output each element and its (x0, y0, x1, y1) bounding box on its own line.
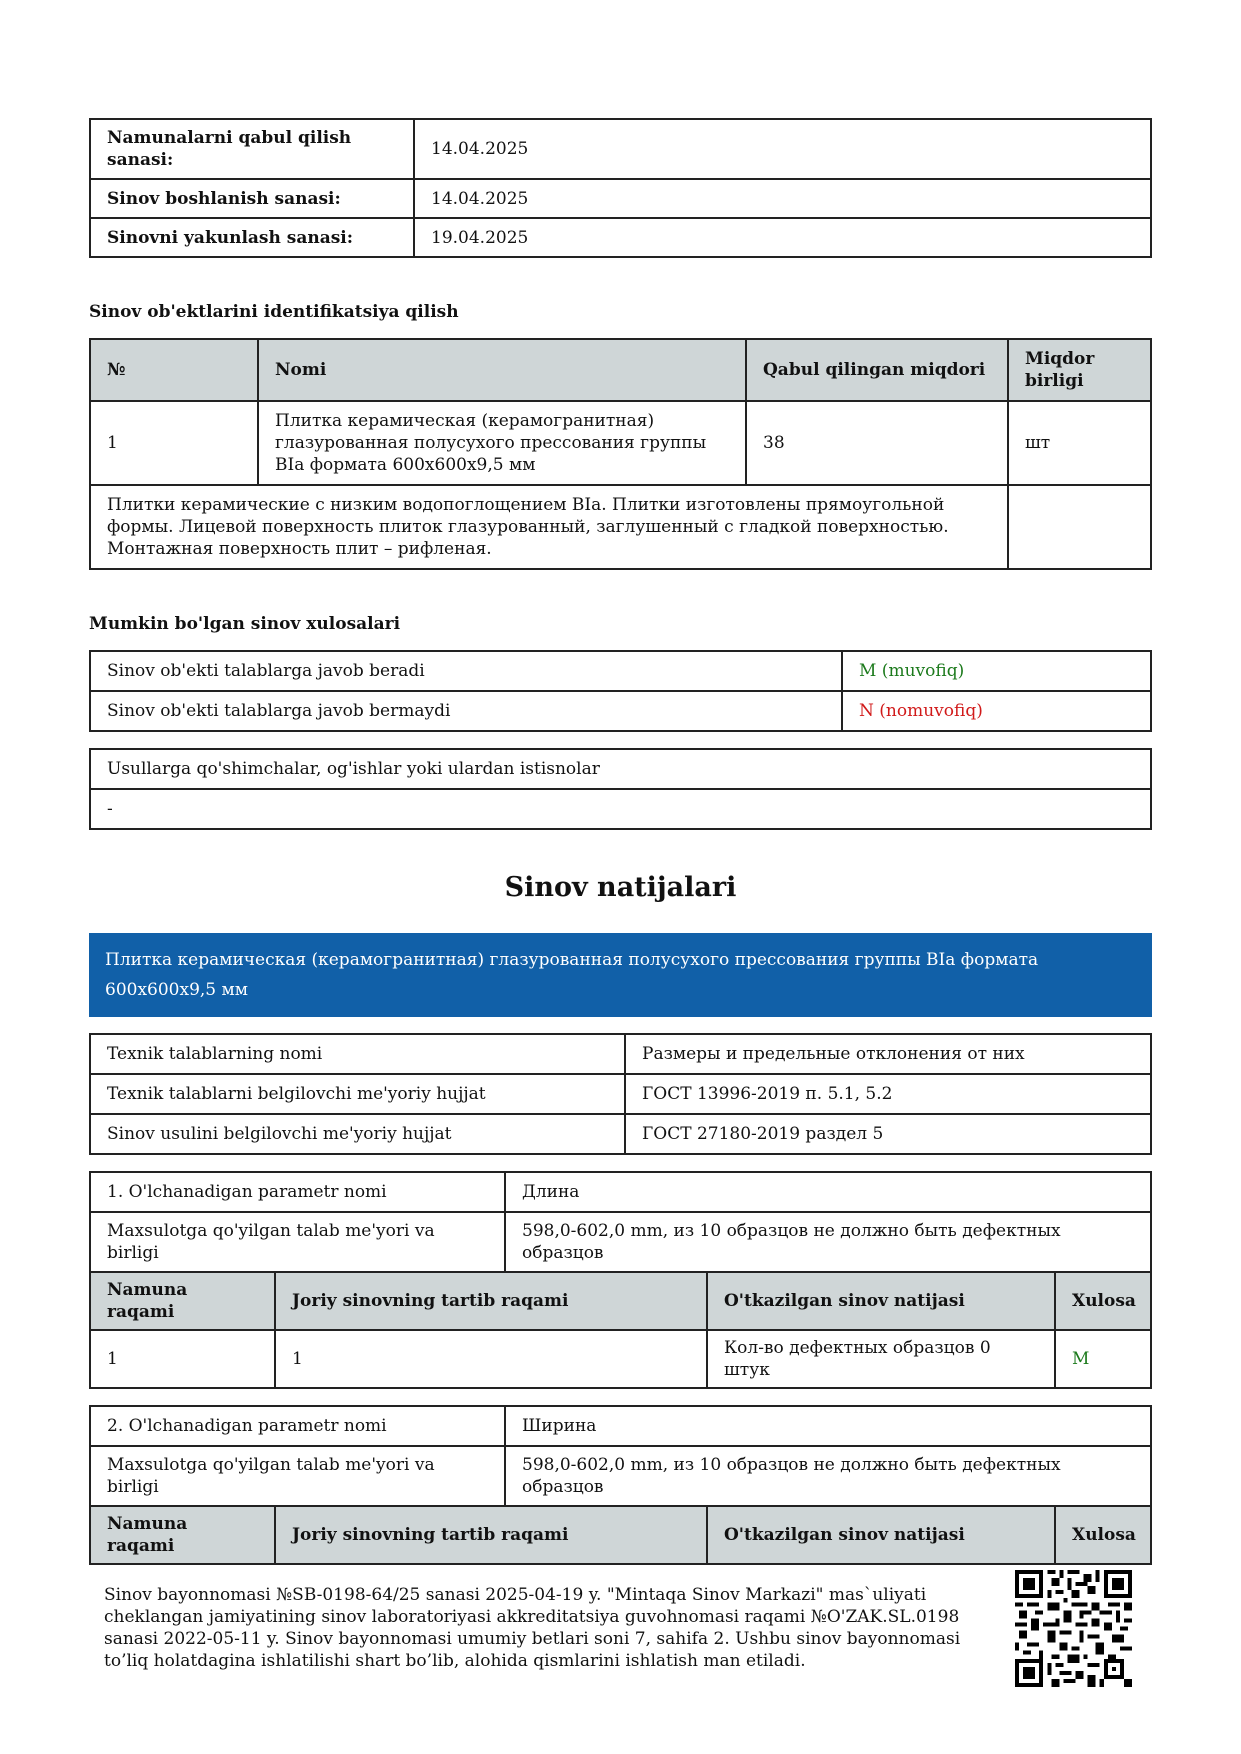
conclusion-badge: M (1055, 1330, 1151, 1388)
column-header: Qabul qilingan miqdori (746, 339, 1008, 401)
column-header: Xulosa (1055, 1272, 1151, 1330)
parameter-table-1 (89, 1171, 1152, 1389)
column-header: O'tkazilgan sinov natijasi (707, 1272, 1055, 1330)
date-value: 14.04.2025 (414, 119, 1151, 179)
table-row (90, 1034, 1151, 1074)
qr-code-icon (1015, 1570, 1132, 1687)
test-order-number: 1 (275, 1330, 707, 1388)
results-title: Sinov natijalari (504, 872, 737, 903)
test-result: Кол-во дефектных образцов 0 штук (707, 1330, 1055, 1388)
parameter-norm-label: Maxsulotga qo'yilgan talab me'yori va birligi (90, 1446, 505, 1506)
table-header-row (90, 339, 1151, 401)
table-row (90, 691, 1151, 731)
requirements-table (89, 1033, 1152, 1155)
parameter-table-2 (89, 1405, 1152, 1565)
qr-code-graphic (1015, 1570, 1132, 1687)
column-header: Nomi (258, 339, 746, 401)
table-row (90, 485, 1151, 569)
table-row (90, 179, 1151, 218)
table-header-row (90, 1272, 1151, 1330)
conclusion-label: Sinov ob'ekti talablarga javob bermaydi (90, 691, 842, 731)
parameter-name-value: Длина (505, 1172, 1151, 1212)
table-row (90, 1074, 1151, 1114)
requirement-label: Sinov usulini belgilovchi me'yoriy hujjat (90, 1114, 625, 1154)
deviations-value: - (90, 789, 1151, 829)
table-row (90, 1446, 1151, 1506)
table-row (90, 1114, 1151, 1154)
requirement-label: Texnik talablarning nomi (90, 1034, 625, 1074)
date-label: Sinov boshlanish sanasi: (90, 179, 414, 218)
conclusion-value-pass: M (muvofiq) (842, 651, 1151, 691)
column-header: Joriy sinovning tartib raqami (275, 1272, 707, 1330)
empty-cell (1008, 485, 1151, 569)
table-row (90, 401, 1151, 485)
column-header: Miqdor birligi (1008, 339, 1151, 401)
sample-number: 1 (90, 1330, 275, 1388)
table-header-row (90, 1506, 1151, 1564)
table-row (90, 1406, 1151, 1446)
column-header: O'tkazilgan sinov natijasi (707, 1506, 1055, 1564)
conclusion-label: Sinov ob'ekti talablarga javob beradi (90, 651, 842, 691)
parameter-name-value: Ширина (505, 1406, 1151, 1446)
column-header: Joriy sinovning tartib raqami (275, 1506, 707, 1564)
table-row (90, 789, 1151, 829)
date-label: Namunalarni qabul qilish sanasi: (90, 119, 414, 179)
table-row (90, 1330, 1151, 1388)
dates-table (89, 118, 1152, 258)
parameter-norm-value: 598,0-602,0 mm, из 10 образцов не должно быть дефектных образцов (505, 1212, 1151, 1272)
item-description: Плитки керамические с низким водопоглощением BIa. Плитки изготовлены прямоугольной формы. Лицевой поверхность плиток глазурованный, заглушенный с гладкой поверхностью. Монтажная поверхность плит – рифленая. (90, 485, 1008, 569)
parameter-norm-value: 598,0-602,0 mm, из 10 образцов не должно быть дефектных образцов (505, 1446, 1151, 1506)
table-row (90, 1212, 1151, 1272)
conclusions-title: Mumkin bo'lgan sinov xulosalari (89, 614, 401, 634)
requirement-label: Texnik talablarni belgilovchi me'yoriy hujjat (90, 1074, 625, 1114)
table-row (90, 651, 1151, 691)
identification-table (89, 338, 1152, 570)
parameter-norm-label: Maxsulotga qo'yilgan talab me'yori va birligi (90, 1212, 505, 1272)
conclusions-table (89, 650, 1152, 732)
product-banner: Плитка керамическая (керамогранитная) глазурованная полусухого прессования группы BIa формата 600x600x9,5 мм (89, 933, 1152, 1017)
table-row (90, 749, 1151, 789)
footer-note: Sinov bayonnomasi №SB-0198-64/25 sanasi 2025-04-19 y. "Mintaqa Sinov Markazi" mas`uliyati cheklangan jamiyatining sinov laboratoriyasi akkreditatsiya guvohnomasi raqami №O'ZAK.SL.0198 sanasi 2022-05-11 y. Sinov bayonnomasi umumiy betlari soni 7, sahifa 2. Ushbu sinov bayonnomasi to’liq holatdagina ishlatilishi shart bo’lib, alohida qismlarini ishlatish man etiladi. (104, 1585, 961, 1671)
item-number: 1 (90, 401, 258, 485)
column-header: Namuna raqami (90, 1272, 275, 1330)
item-quantity: 38 (746, 401, 1008, 485)
table-row (90, 119, 1151, 179)
requirement-value: ГОСТ 27180-2019 раздел 5 (625, 1114, 1151, 1154)
table-row (90, 1172, 1151, 1212)
date-value: 14.04.2025 (414, 179, 1151, 218)
deviations-header: Usullarga qo'shimchalar, og'ishlar yoki ulardan istisnolar (90, 749, 1151, 789)
conclusion-value-fail: N (nomuvofiq) (842, 691, 1151, 731)
table-row (90, 218, 1151, 257)
parameter-name-label: 1. O'lchanadigan parametr nomi (90, 1172, 505, 1212)
requirement-value: ГОСТ 13996-2019 п. 5.1, 5.2 (625, 1074, 1151, 1114)
date-label: Sinovni yakunlash sanasi: (90, 218, 414, 257)
identification-title: Sinov ob'ektlarini identifikatsiya qilish (89, 302, 459, 322)
report-page (89, 118, 1152, 1565)
item-unit: шт (1008, 401, 1151, 485)
parameter-name-label: 2. O'lchanadigan parametr nomi (90, 1406, 505, 1446)
column-header: № (90, 339, 258, 401)
column-header: Xulosa (1055, 1506, 1151, 1564)
column-header: Namuna raqami (90, 1506, 275, 1564)
deviations-table (89, 748, 1152, 830)
requirement-value: Размеры и предельные отклонения от них (625, 1034, 1151, 1074)
date-value: 19.04.2025 (414, 218, 1151, 257)
item-name: Плитка керамическая (керамогранитная) глазурованная полусухого прессования группы BIa формата 600x600x9,5 мм (258, 401, 746, 485)
